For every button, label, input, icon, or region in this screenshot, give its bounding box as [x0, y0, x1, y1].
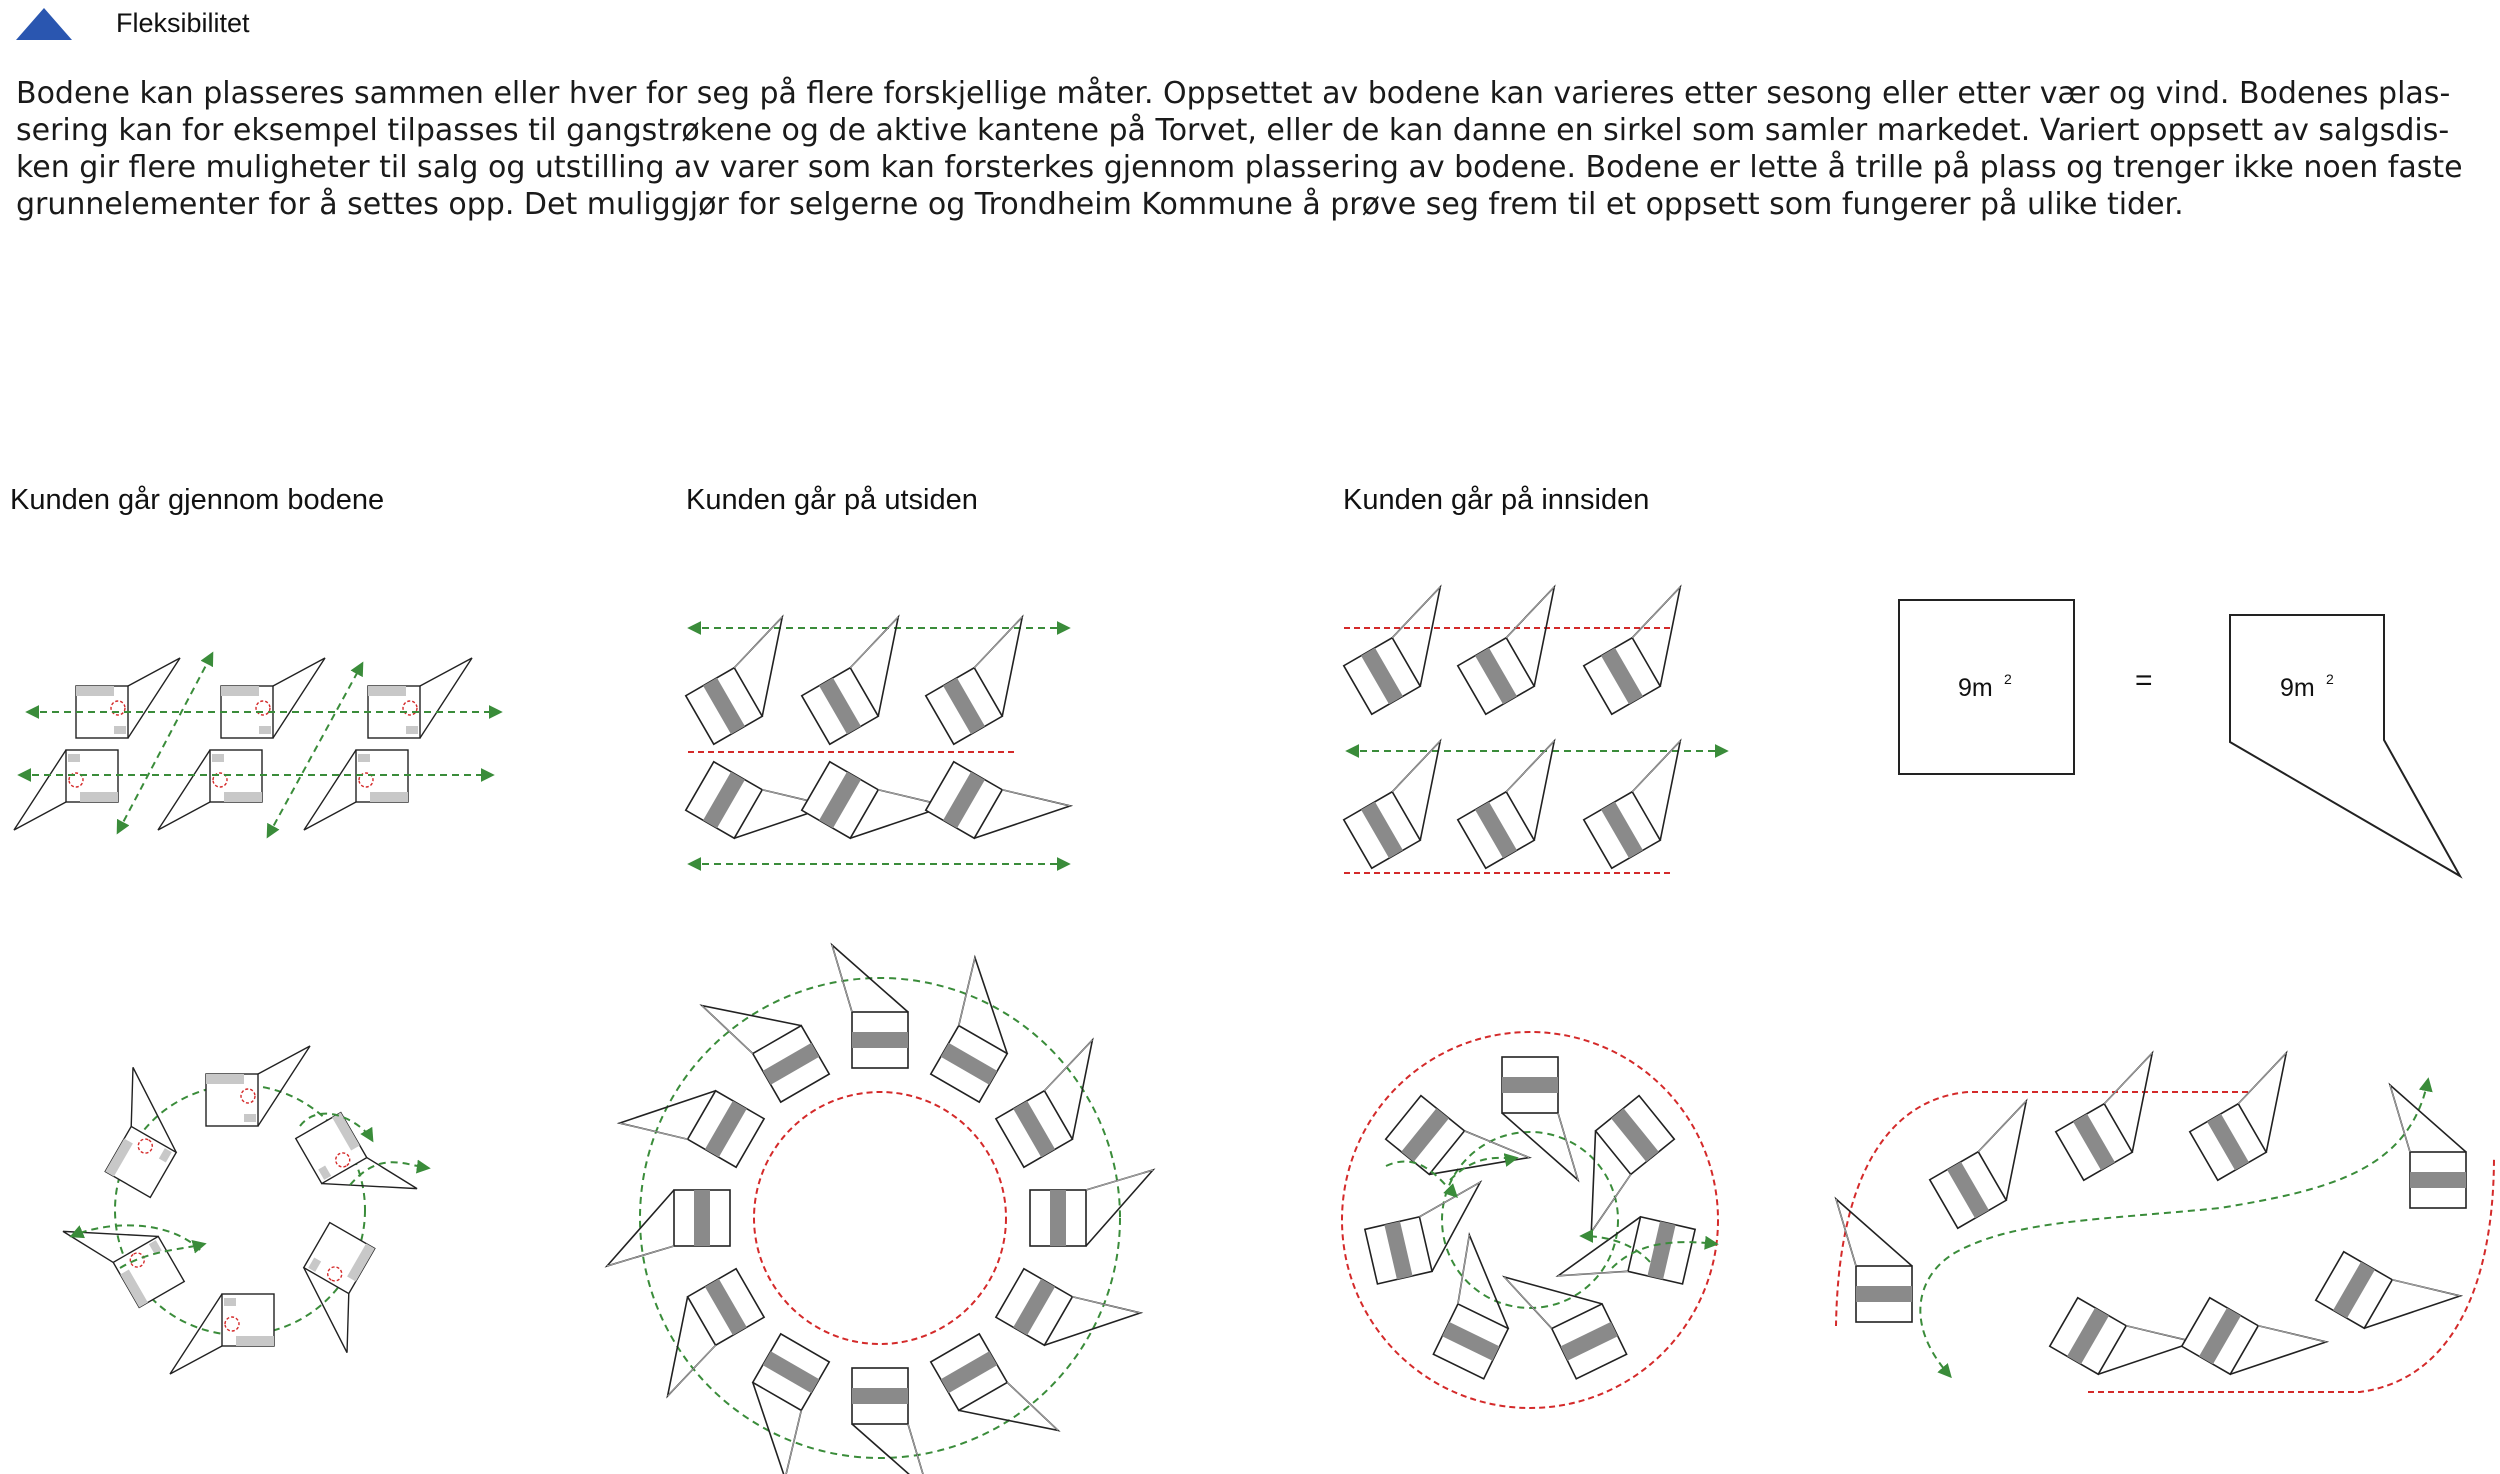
area-equivalence	[1899, 600, 2460, 876]
caption-inside: Kunden går på innsiden	[1343, 484, 1650, 516]
shaped-booth-outline	[2230, 615, 2460, 876]
description-line: grunnelementer for å settes opp. Det muliggjør for selgerne og Trondheim Kommune å prøve seg frem til et oppsett som fungerer på ulike tider.	[16, 187, 2184, 222]
square-area-label: 9m	[1958, 674, 1993, 702]
shaped-area-superscript: 2	[2326, 671, 2334, 687]
circle-inside-diagram	[1342, 1032, 1718, 1408]
section-title: Fleksibilitet	[116, 8, 250, 38]
square-area-superscript: 2	[2004, 671, 2012, 687]
diagram-through-booths	[14, 654, 500, 836]
caption-through-booths: Kunden går gjennom bodene	[10, 484, 385, 516]
diagram-outside	[676, 617, 1071, 872]
circle-through-diagram	[63, 1046, 428, 1374]
equals-sign: =	[2135, 664, 2153, 697]
circle-outside-diagram	[607, 945, 1153, 1474]
shaped-area-label: 9m	[2280, 674, 2315, 702]
caption-outside: Kunden går på utsiden	[686, 484, 978, 516]
description-line: ken gir flere muligheter til salg og utstilling av varer som kan forsterkes gjennom plassering av bodene. Bodene er lette å trille på plass og trenger ikke noen faste	[16, 150, 2463, 185]
description-line: sering kan for eksempel tilpasses til gangstrøkene og de aktive kantene på Torvet, eller de kan danne en sirkel som samler markedet. Variert oppsett av salgsdis-	[16, 113, 2450, 148]
s-curve-diagram	[1836, 1053, 2494, 1408]
description-line: Bodene kan plasseres sammen eller hver for seg på flere forskjellige måter. Oppsettet av bodene kan varieres etter sesong eller etter vær og vind. Bodenes plas-	[16, 76, 2451, 111]
diagram-inside	[1334, 587, 1726, 873]
